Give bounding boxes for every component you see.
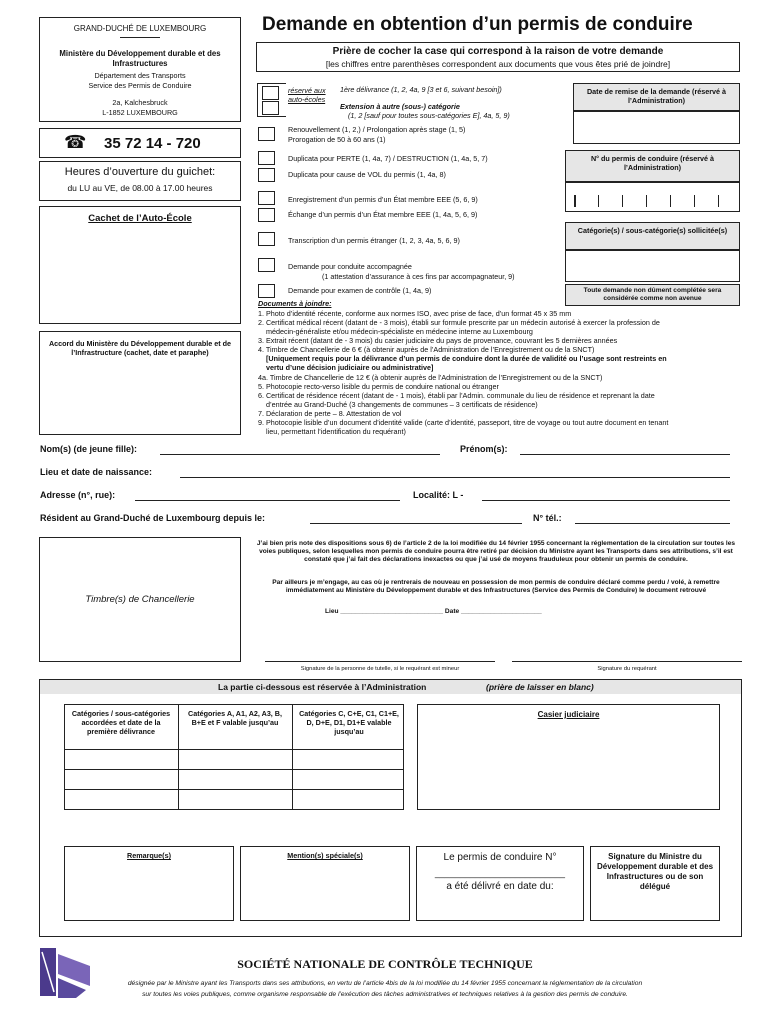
special-mentions-box [240,846,410,921]
permit-issued-line2: __________________________ [434,868,566,878]
country-name: GRAND-DUCHÉ DE LUXEMBOURG [73,24,207,33]
department-name: Département des Transports [94,71,186,80]
option-first-delivery: 1ère délivrance (1, 2, 4a, 9 [3 et 6, suivant besoin]) [340,85,502,94]
documents-heading: Documents à joindre: [258,299,332,308]
table-divider [65,749,403,750]
incomplete-note: Toute demande non dûment complétée sera considérée comme non avenue [583,287,722,302]
category-label: Catégorie(s) / sous-catégorie(s) sollicitée(s) [577,226,728,235]
date-handover-label: Date de remise de la demande (réservé à l’Administration) [586,87,727,105]
special-mentions-label: Mention(s) spéciale(s) [287,851,363,860]
digit-tick [670,195,671,207]
locality-input[interactable] [482,500,730,501]
digit-tick [694,195,695,207]
driving-school-stamp-box [39,206,241,324]
option-control-exam: Demande pour examen de contrôle (1, 4a, 9) [288,286,432,295]
instruction-box [256,42,740,72]
applicant-signature-line[interactable] [512,661,742,662]
option-foreign-transcription: Transcription d’un permis étranger (1, 2, 3, 4a, 5, 6, 9) [288,236,460,245]
declaration-p1: J’ai bien pris note des dispositions sous 6) de l’article 2 de la loi modifiée du 14 février 1955 concernant la réglementation de la circulation sur toutes les voies publiques, selon lesquelles mon permis de conduire pourra être retiré par décision du Ministre ayant les Transports dans ses attributions, s’il est constaté que j’ai fait des déclarations inexactes ou que j’ai usé de moyens frauduleux pour obtenir un permis de conduire. [256,540,736,564]
phone-icon: ☎ [64,132,87,152]
option-eee-exchange: Échange d’un permis d’un État membre EEE (1, 4a, 5, 6, 9) [288,210,478,219]
checkbox-accompanied[interactable] [258,258,275,272]
digit-tick [598,195,599,207]
admin-header-bar [40,680,741,694]
digit-tick [574,195,576,207]
resident-input[interactable] [310,523,522,524]
checkbox-control-exam[interactable] [258,284,275,298]
remarks-label: Remarque(s) [127,851,171,860]
digit-tick [646,195,647,207]
ministry-box [39,17,241,122]
guardian-signature-label: Signature de la personne de tutelle, si le requérant est mineur [300,666,460,672]
chancellery-stamp-box [39,537,241,662]
date-handover-field[interactable] [573,111,740,144]
ministry-name: Ministère du Développement durable et des Infrastructures [59,49,221,68]
permit-issued-line1: Le permis de conduire N° [443,852,557,863]
document-item: 1. Photo d’identité récente, conforme aux normes ISO, avec prise de face, d’un format 45 x 35 mm [258,309,572,318]
hours-title: Heures d’ouverture du guichet: [64,166,216,178]
category-header [565,222,740,250]
document-item: 9. Photocopie lisible d’un document d’identité valide (carte d’identité, passeport, titre de voyage ou tout autre document en tenant [258,418,669,427]
option-renewal-2: Prorogation de 50 à 60 ans (1) [288,135,386,144]
document-item: 3. Extrait récent (datant de - 3 mois) du casier judiciaire du pays de provenance, couvrant les 5 dernières années [258,336,618,345]
phone-box [39,128,241,158]
guardian-signature-line[interactable] [265,661,495,662]
checkbox-duplicate-theft[interactable] [258,168,275,182]
admin-categories-table [64,704,404,810]
admin-title: La partie ci-dessous est réservée à l’Administration [218,682,427,692]
name-input[interactable] [160,454,440,455]
place-date-line[interactable]: Lieu ____________________________ Date ______________________ [325,608,542,615]
resident-label: Résident au Grand-Duché de Luxembourg depuis le: [40,513,266,523]
document-item: d’entrée au Grand-Duché (3 changements de communes – 3 certificats de résidence) [266,400,538,409]
phone-label: N° tél.: [533,513,562,523]
option-extension: Extension à autre (sous-) catégorie [340,102,460,111]
option-extension-docs: (1, 2 [sauf pour toutes sous-catégories E], 4a, 5, 9) [348,111,510,120]
address-line2: L-1852 LUXEMBOURG [102,108,178,117]
option-eee-registration: Enregistrement d’un permis d’un État membre EEE (5, 6, 9) [288,195,478,204]
document-item: 4. Timbre de Chancellerie de 6 € (à obtenir auprès de l’Administration de l’Enregistrement ou de la SNCT) [258,345,595,354]
option-accompanied-docs: (1 attestation d’assurance à ces fins par accompagnateur, 9) [322,272,515,281]
col-categories-c-d: Catégories C, C+E, C1, C1+E, D, D+E, D1, D1+E valable jusqu’au [299,709,399,736]
ministry-accord-box [39,331,241,435]
name-label: Nom(s) (de jeune fille): [40,444,138,454]
digit-tick [622,195,623,207]
permit-issued-box [416,846,584,921]
instruction-line1: Prière de cocher la case qui correspond à la raison de votre demande [332,46,664,57]
criminal-record-box [417,704,720,810]
incomplete-note-box [565,284,740,306]
address-input[interactable] [135,500,400,501]
document-item: [Uniquement requis pour la délivrance d’un permis de conduire dont la durée de validité ou l’usage sont restreints en [266,354,667,363]
document-item: 5. Photocopie recto-verso lisible du permis de conduire national ou étranger [258,382,499,391]
admin-title-note: (prière de laisser en blanc) [486,682,594,692]
footer-org-name: SOCIÉTÉ NATIONALE DE CONTRÔLE TECHNIQUE [237,957,533,971]
accord-label: Accord du Ministère du Développement durable et de l’Infrastructure (cachet, date et paraphe) [48,339,232,357]
document-item: 7. Déclaration de perte – 8. Attestation de vol [258,409,402,418]
option-renewal: Renouvellement (1, 2,) / Prolongation après stage (1, 5) [288,125,466,134]
minister-signature-box [590,846,720,921]
footer-line1: désignée par le Ministre ayant les Transports dans ses attributions, en vertu de l’article 4bis de la loi modifiée du 14 février 1955 concernant la réglementation de la circulation [127,980,643,987]
option-duplicate-theft: Duplicata pour cause de VOL du permis (1, 4a, 8) [288,170,446,179]
permit-number-label: N° du permis de conduire (réservé à l’Administration) [590,154,715,172]
address-line1: 2a, Kalchesbruck [112,98,168,107]
category-field[interactable] [565,250,740,282]
table-divider [292,705,293,809]
locality-label: Localité: L - [413,490,464,500]
hours-text: du LU au VE, de 08.00 à 17.00 heures [67,183,213,193]
declaration-p2: Par ailleurs je m’engage, au cas où je rentrerais de nouveau en possession de mon permis de conduire déclaré comme perdu / volé, à remettre immédiatement au Ministère du Développement durable et des Infrastructures (Service des Permis de Conduire) le document retrouvé [272,579,720,595]
checkbox-foreign-transcription[interactable] [258,232,275,246]
document-item: 2. Certificat médical récent (datant de - 3 mois), établi sur formule prescrite par un médecin autorisé à exercer la profession de [258,318,660,327]
checkbox-eee-registration[interactable] [258,191,275,205]
birth-label: Lieu et date de naissance: [40,467,153,477]
instruction-line2: [les chiffres entre parenthèses correspondent aux documents que vous êtes prié de joindre] [325,59,671,69]
document-item: 4a. Timbre de Chancellerie de 12 € (à obtenir auprès de l’Administration de l’Enregistrement ou de la SNCT) [258,373,603,382]
table-divider [65,769,403,770]
document-item: médecin-généraliste et/ou médecin-spécialiste en médecine interne au Luxembourg [266,327,533,336]
birth-input[interactable] [180,477,730,478]
checkbox-eee-exchange[interactable] [258,208,275,222]
page-title: Demande en obtention d’un permis de conduire [262,14,693,35]
chancellery-stamp-label: Timbre(s) de Chancellerie [85,594,195,605]
divider [120,37,160,38]
checkbox-first-delivery[interactable] [262,86,279,100]
permit-number-field[interactable] [565,182,740,212]
checkbox-extension[interactable] [262,101,279,115]
document-item: vertu d’une décision judiciaire ou administrative] [266,363,434,372]
applicant-signature-label: Signature du requérant [597,666,657,672]
firstname-input[interactable] [520,454,730,455]
table-divider [178,705,179,809]
checkbox-renewal[interactable] [258,127,275,141]
col-categories-granted: Catégories / sous-catégories accordées et date de la première délivrance [71,709,171,736]
firstname-label: Prénom(s): [460,444,508,454]
phone-number: 35 72 14 - 720 [104,135,201,152]
stamp-label: Cachet de l’Auto-École [88,213,192,224]
minister-signature-label: Signature du Ministre du Développement durable et des Infrastructures ou de son délégué [596,852,714,891]
date-handover-header [573,83,740,111]
remarks-box [64,846,234,921]
address-label: Adresse (n°, rue): [40,490,116,500]
col-categories-a-b: Catégories A, A1, A2, A3, B, B+E et F valable jusqu’au [188,709,282,727]
phone-input[interactable] [575,523,730,524]
option-accompanied: Demande pour conduite accompagnée [288,262,412,271]
hours-box [39,161,241,201]
document-item: 6. Certificat de résidence récent (datant de - 1 mois), établi par l’Admin. communale du lieu de résidence et reprenant la date [258,391,655,400]
option-duplicate-loss: Duplicata pour PERTE (1, 4a, 7) / DESTRUCTION (1, 4a, 5, 7) [288,154,488,163]
digit-tick [718,195,719,207]
document-item: lieu, permettant l’identification du requérant) [266,427,406,436]
table-divider [65,789,403,790]
service-name: Service des Permis de Conduire [88,81,192,90]
criminal-record-label: Casier judiciaire [537,710,600,719]
reserved-note: réservé aux auto-écoles [288,86,326,104]
footer-line2: sur toutes les voies publiques, comme organisme responsable de l’exécution des tâches administratives et techniques relatives à la gestion des permis de conduire. [142,991,628,998]
permit-number-header [565,150,740,182]
permit-issued-line3: a été délivré en date du: [446,881,554,892]
checkbox-duplicate-loss[interactable] [258,151,275,165]
